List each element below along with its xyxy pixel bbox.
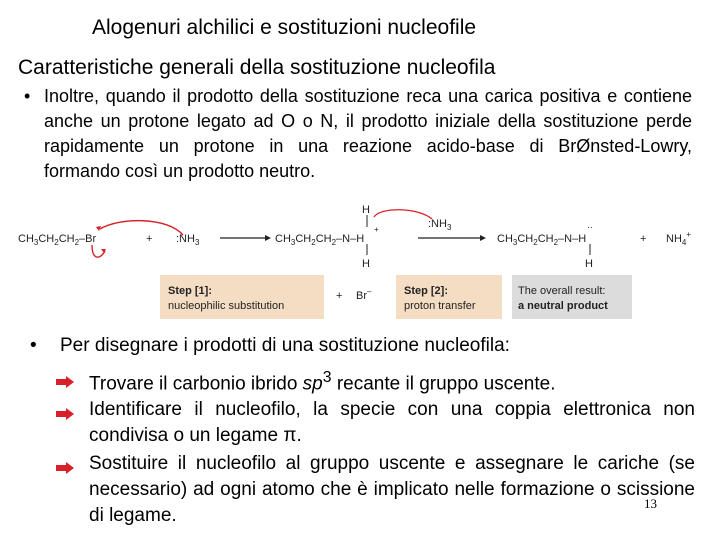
nucleophile-formula: $:NH_3$ xyxy=(176,233,200,247)
slide-subtitle: Caratteristiche generali della sostituzione nucleofila xyxy=(18,56,496,79)
reactant-formula: $CH_3CH_2CH_2-Br$ xyxy=(18,233,97,247)
arrowhead xyxy=(265,235,271,241)
bullet-item xyxy=(30,335,510,357)
sub-item xyxy=(55,451,695,529)
bullet-text: Per disegnare i prodotti di una sostituzione nucleofila: xyxy=(60,335,510,356)
reaction-scheme xyxy=(0,205,720,325)
arrow-bullet-icon xyxy=(55,397,89,449)
bullet-item xyxy=(24,84,692,204)
step2-title: Step [2]: xyxy=(404,285,448,297)
hydrogen-atom: H xyxy=(585,258,593,270)
page-number: 13 xyxy=(644,496,657,511)
result-box xyxy=(512,275,632,319)
arrowhead xyxy=(480,235,486,241)
bullet-dot: • xyxy=(30,335,37,356)
lone-pair: ·· xyxy=(587,222,593,232)
bullet-dot: • xyxy=(24,86,31,106)
result-line2: a neutral product xyxy=(518,300,608,312)
positive-charge: + xyxy=(374,225,379,234)
sub-item-text: Trovare il carbonio ibrido $sp^3$ recante il gruppo uscente. xyxy=(89,369,556,395)
step2-desc: proton transfer xyxy=(404,300,476,312)
curved-arrow-1 xyxy=(100,221,183,235)
step1-title: Step [1]: xyxy=(168,285,212,297)
step1-box xyxy=(160,275,324,319)
sub-item xyxy=(55,365,695,397)
byproduct2-formula: Br– xyxy=(356,287,372,302)
base-formula: $:NH_3$ xyxy=(428,218,452,232)
byproduct-formula: $NH_4^+$ xyxy=(666,230,692,247)
hydrogen-atom: H xyxy=(362,205,370,216)
arrow-bullet-icon xyxy=(55,365,89,397)
intermediate-formula: $CH_3CH_2CH_2-N-H$ xyxy=(275,233,365,247)
plus-sign: + xyxy=(146,233,153,245)
plus-sign: + xyxy=(336,290,343,302)
bullet-text: Inoltre, quando il prodotto della sostituzione reca una carica positiva e contiene anche un protone legato ad O o N, il prodotto iniziale della sostituzione perde rapidamente un protone in una reazione acido-base di BrØnsted-Lowry, formando così un prodotto neutro. xyxy=(44,86,692,181)
product-formula: $CH_3CH_2CH_2-N-H$ xyxy=(497,233,587,247)
curved-arrow-3 xyxy=(374,210,432,219)
sub-item-text: Identificare il nucleofilo, la specie con una coppia elettronica non condivisa o un legame π. xyxy=(89,399,695,446)
plus-sign: + xyxy=(640,233,647,245)
hydrogen-atom: H xyxy=(362,258,370,270)
step1-desc: nucleophilic substitution xyxy=(168,300,285,312)
sub-item xyxy=(55,397,695,449)
arrow-bullet-icon xyxy=(55,451,89,529)
result-line1: The overall result: xyxy=(518,285,606,297)
slide-title: Alogenuri alchilici e sostituzioni nucleofile xyxy=(92,16,477,39)
sub-item-text: Sostituire il nucleofilo al gruppo uscente e assegnare le cariche (se necessario) ad ogni atomo che è implicato nelle formazione o scissione di legame. xyxy=(89,453,695,526)
step2-box xyxy=(396,275,502,319)
